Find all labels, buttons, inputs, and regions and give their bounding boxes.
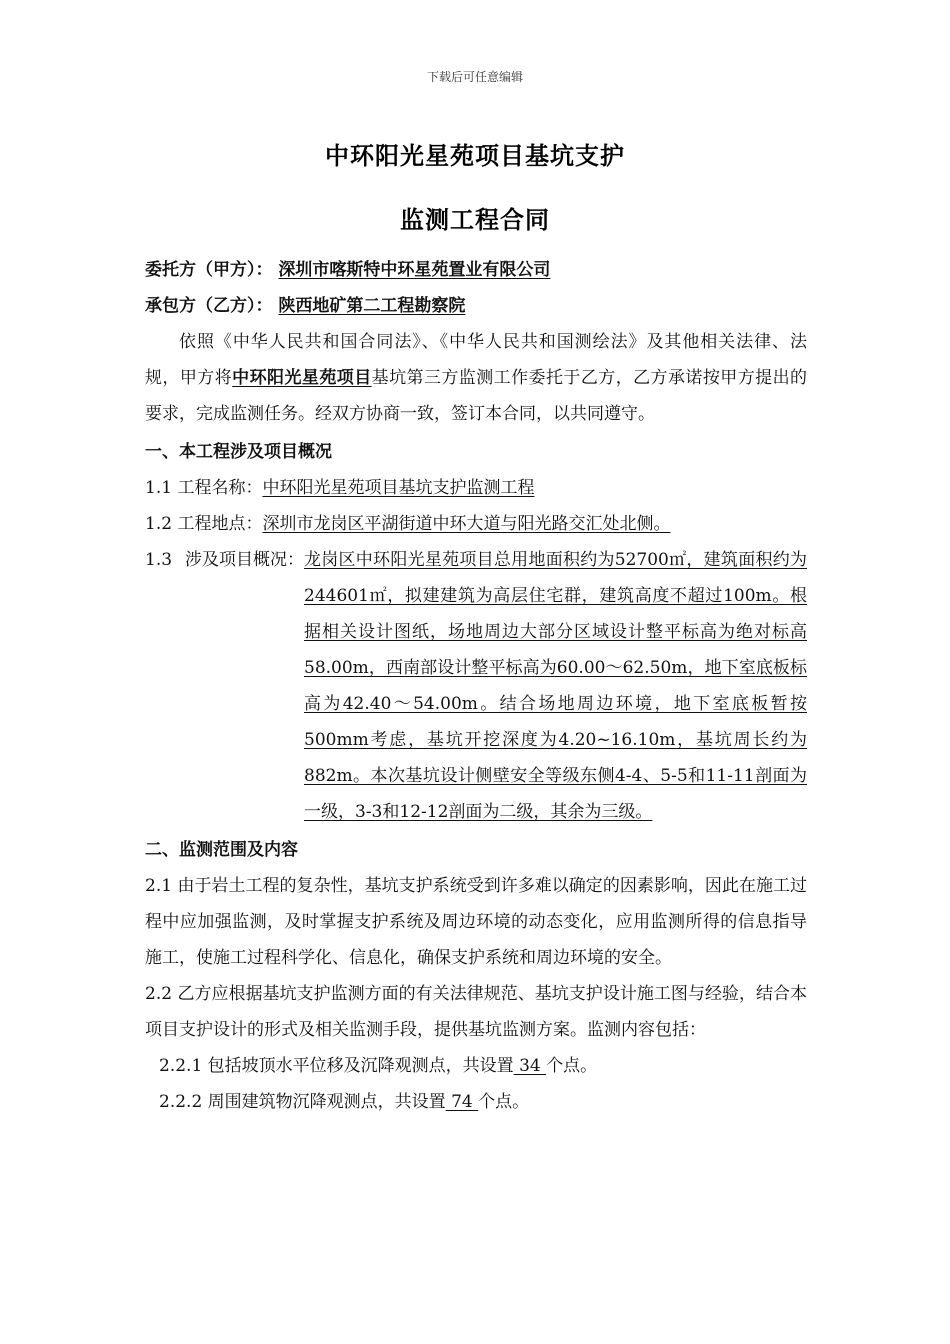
item-2-2-1-unit: 个点。 (546, 1056, 598, 1076)
item-1-2-label: 1.2 工程地点： (145, 514, 263, 534)
item-1-1 (145, 470, 807, 506)
client-party (145, 252, 807, 288)
item-1-1-value: 中环阳光星苑项目基坑支护监测工程 (262, 478, 535, 498)
item-2-2-2-unit: 个点。 (478, 1092, 530, 1112)
paragraph-2-2: 2.2 乙方应根据基坑支护监测方面的有关法律规范、基坑支护设计施工图与经验，结合本项目支护设计的形式及相关监测手段，提供基坑监测方案。监测内容包括： (145, 984, 807, 1040)
contract-body (145, 252, 807, 1120)
item-2-2-2-count: 74 (445, 1092, 479, 1112)
client-name: 深圳市喀斯特中环星苑置业有限公司 (278, 260, 551, 280)
intro-paragraph (145, 324, 807, 432)
client-label: 委托方（甲方）： (145, 260, 273, 280)
item-2-2-1 (145, 1048, 807, 1084)
paragraph-2-1: 2.1 由于岩土工程的复杂性，基坑支护系统受到许多难以确定的因素影响，因此在施工过程中应加强监测，及时掌握支护系统及周边环境的动态变化，应用监测所得的信息指导施工，使施工过程科学化、信息化，确保支护系统和周边环境的安全。 (145, 876, 807, 968)
item-2-2-1-count: 34 (513, 1056, 547, 1076)
contractor-party (145, 288, 807, 324)
intro-project-name: 中环阳光星苑项目 (232, 368, 372, 388)
item-1-2 (145, 506, 807, 542)
section2-heading: 二、监测范围及内容 (145, 840, 298, 860)
item-1-3 (145, 542, 807, 830)
item-1-3-label: 涉及项目概况： (185, 550, 304, 570)
header-note: 下载后可任意编辑 (426, 70, 523, 84)
item-1-2-value: 深圳市龙岗区平湖街道中环大道与阳光路交汇处北侧。 (262, 514, 671, 534)
contractor-name: 陕西地矿第二工程勘察院 (278, 296, 466, 316)
item-1-3-value: 龙岗区中环阳光星苑项目总用地面积约为52700㎡，建筑面积约为244601㎡，拟建建筑为高层住宅群，建筑高度不超过100m。根据相关设计图纸，场地周边大部分区域设计整平标高为绝对标高58.00m，西南部设计整平标高为60.00～62.50m，地下室底板标高为42.40～54.00m。结合场地周边环境，地下室底板暂按500mm考虑，基坑开挖深度为4.20~16.10m，基坑周长约为882m。本次基坑设计侧壁安全等级东侧4-4、5-5和11-11剖面为一级，3-3和12-12剖面为二级，其余为三级。 (304, 550, 807, 822)
item-1-3-number: 1.3 (145, 550, 173, 570)
contract-title-line1: 中环阳光星苑项目基坑支护 (325, 142, 625, 170)
item-2-2-1-text: 2.2.1 包括坡顶水平位移及沉降观测点，共设置 (159, 1056, 514, 1076)
item-1-1-label: 1.1 工程名称： (145, 478, 263, 498)
section1-heading: 一、本工程涉及项目概况 (145, 442, 332, 462)
item-2-2-2 (145, 1084, 807, 1120)
contractor-label: 承包方（乙方）： (145, 296, 273, 316)
contract-title-line2: 监测工程合同 (400, 206, 550, 234)
intro-text-1: 依照《中华人民共和国合同法》、《中华人民共和国测绘法》及其他相关法律、法规，甲方将 (145, 332, 807, 388)
intro-text-2: 基坑第三方监测工作委托于乙方，乙方承诺按甲方提出的要求，完成监测任务。经双方协商一致，签订本合同，以共同遵守。 (145, 368, 808, 424)
item-2-2-2-text: 2.2.2 周围建筑物沉降观测点，共设置 (159, 1092, 446, 1112)
